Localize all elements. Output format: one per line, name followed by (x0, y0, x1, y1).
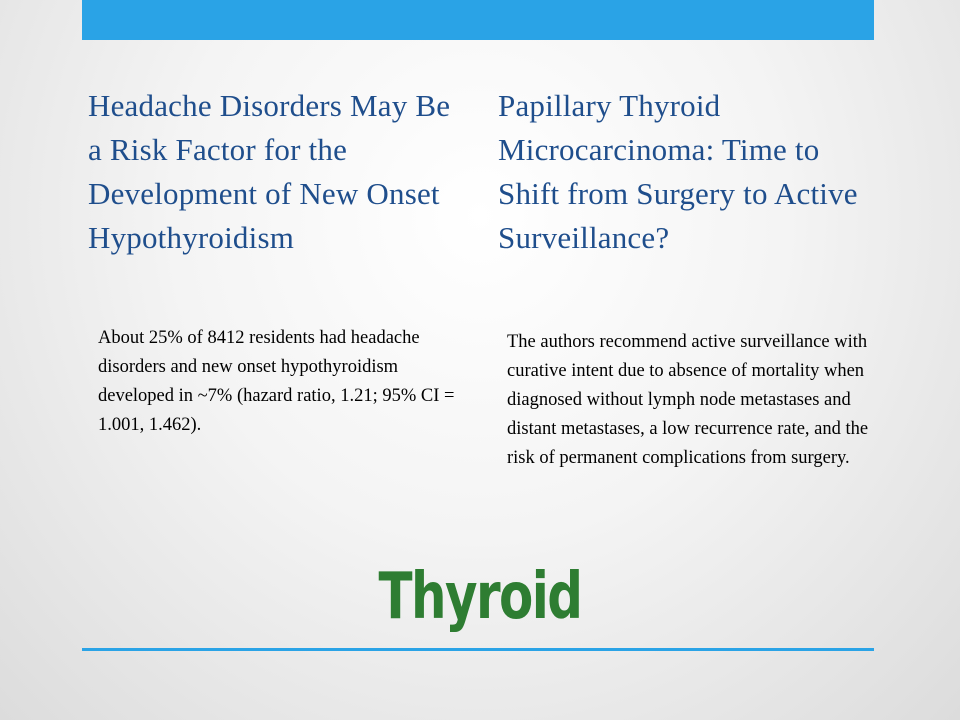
top-accent-bar (82, 0, 874, 40)
left-article-summary: About 25% of 8412 residents had headache disorders and new onset hypothyroidism developed in ~7% (hazard ratio, 1.21; 95% CI = 1.001, 1.462). (98, 328, 455, 435)
right-article-heading: Papillary Thyroid Microcarcinoma: Time to Shift from Surgery to Active Surveillance? (498, 88, 858, 255)
left-article-heading: Headache Disorders May Be a Risk Factor for the Development of New Onset Hypothyroidism (88, 88, 451, 255)
right-article-summary: The authors recommend active surveillance with curative intent due to absence of mortality when diagnosed without lymph node metastases and distant metastases, a low recurrence rate, and the risk of permanent complications from surgery. (507, 332, 869, 468)
bottom-accent-line (82, 648, 874, 651)
slide-title: Thyroid (378, 560, 582, 634)
